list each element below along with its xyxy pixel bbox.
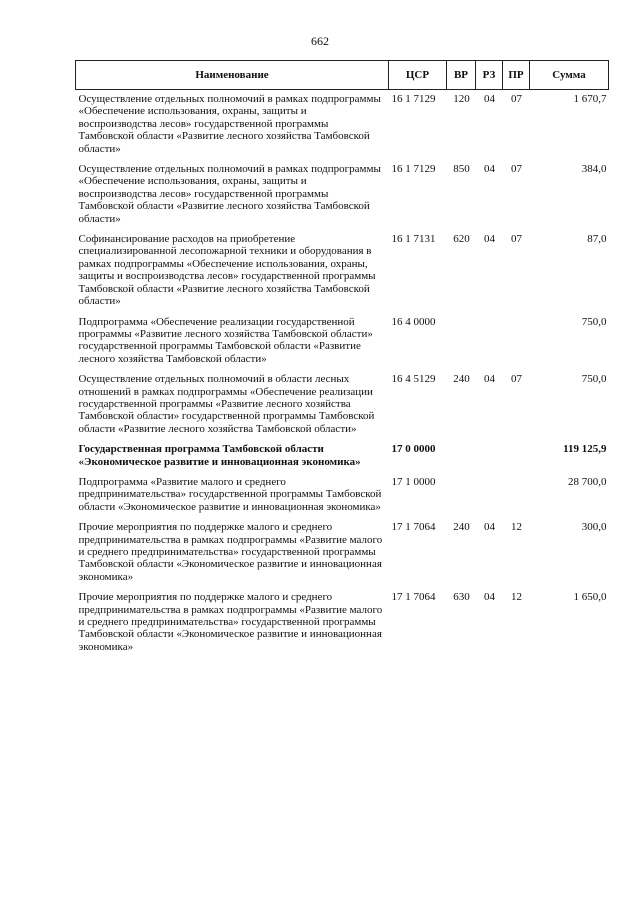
- cell-vr: 630: [453, 591, 470, 604]
- cell-sum: 300,0: [581, 521, 607, 534]
- cell-rz: [476, 473, 503, 518]
- table-row: [76, 90, 609, 161]
- cell-csr: 17 1 7064: [391, 591, 436, 604]
- cell-sum: 119 125,9: [563, 443, 607, 456]
- page-number: 662: [311, 34, 329, 48]
- header-vr: ВР: [447, 61, 476, 90]
- table-row: [76, 473, 609, 518]
- table-row: [76, 588, 609, 658]
- cell-pr: 07: [511, 373, 522, 386]
- cell-rz: 04: [484, 373, 495, 386]
- cell-csr: 16 4 0000: [391, 315, 436, 328]
- cell-csr: 17 1 7064: [391, 521, 436, 534]
- cell-vr: 240: [453, 373, 470, 386]
- cell-vr: [447, 440, 476, 473]
- cell-vr: [447, 313, 476, 371]
- cell-rz: 04: [484, 591, 495, 604]
- cell-csr: 16 1 7129: [391, 163, 436, 176]
- cell-csr: 16 1 7129: [391, 93, 436, 105]
- header-rz: РЗ: [476, 61, 503, 90]
- cell-csr: 17 1 0000: [391, 475, 436, 488]
- cell-name: Государственная программа Тамбовской области «Экономическое развитие и инновационная экономика»: [78, 443, 361, 468]
- cell-pr: 12: [511, 591, 522, 604]
- header-sum: Сумма: [530, 61, 609, 90]
- cell-rz: [476, 440, 503, 473]
- header-name: Наименование: [76, 61, 389, 90]
- cell-name: Осуществление отдельных полномочий в рамках подпрограммы «Обеспечение использования, охраны, защиты и воспроизводства лесов» государственной программы Тамбовской области «Развитие лесного хозяйства Тамбовской области»: [78, 163, 381, 225]
- cell-pr: [503, 313, 530, 371]
- cell-pr: [503, 473, 530, 518]
- header-csr: ЦСР: [389, 61, 447, 90]
- cell-sum: 384,0: [581, 163, 607, 176]
- cell-rz: 04: [484, 163, 495, 176]
- cell-csr: 17 0 0000: [391, 443, 436, 456]
- budget-table: [75, 60, 609, 658]
- cell-vr: 620: [453, 233, 470, 246]
- cell-rz: 04: [484, 233, 495, 246]
- table-row: [76, 518, 609, 588]
- cell-name: Подпрограмма «Развитие малого и среднего предпринимательства» государственной программы Тамбовской области «Экономическое развитие и инновационная экономика»: [78, 475, 382, 513]
- cell-pr: 12: [511, 521, 522, 534]
- cell-sum: 750,0: [581, 373, 607, 386]
- table-row: [76, 230, 609, 312]
- cell-rz: 04: [484, 93, 495, 105]
- cell-csr: 16 4 5129: [391, 373, 436, 386]
- cell-sum: 1 670,7: [573, 93, 607, 105]
- header-pr: ПР: [503, 61, 530, 90]
- cell-rz: 04: [484, 521, 495, 534]
- cell-sum: 750,0: [581, 315, 607, 328]
- cell-pr: 07: [511, 93, 522, 105]
- table-row: [76, 160, 609, 230]
- cell-name: Осуществление отдельных полномочий в области лесных отношений в рамках подпрограммы «Обеспечение реализации государственной программы «Развитие лесного хозяйства Тамбовской области» государственной программы Тамбовской области «Развитие лесного хозяйства Тамбовской области»: [78, 373, 375, 435]
- cell-rz: [476, 313, 503, 371]
- cell-name: Осуществление отдельных полномочий в рамках подпрограммы «Обеспечение использования, охраны, защиты и воспроизводства лесов» государственной программы Тамбовской области «Развитие лесного хозяйства Тамбовской области»: [78, 93, 381, 155]
- cell-vr: [447, 473, 476, 518]
- cell-sum: 1 650,0: [573, 591, 607, 604]
- cell-name: Софинансирование расходов на приобретение специализированной лесопожарной техники и оборудования в рамках подпрограммы «Обеспечение использования, охраны, защиты и воспроизводства лесов» государственной программы Тамбовской области «Развитие лесного хозяйства Тамбовской области»: [78, 233, 376, 308]
- table-row: [76, 370, 609, 440]
- cell-vr: 240: [453, 521, 470, 534]
- cell-name: Прочие мероприятия по поддержке малого и среднего предпринимательства в рамках подпрограммы «Развитие малого и среднего предпринимательства» государственной программы Тамбовской области «Экономическое развитие и инновационная экономика»: [78, 521, 383, 583]
- cell-pr: [503, 440, 530, 473]
- cell-vr: 850: [453, 163, 470, 176]
- cell-sum: 28 700,0: [568, 475, 607, 488]
- table-header-row: [76, 61, 609, 90]
- cell-name: Подпрограмма «Обеспечение реализации государственной программы «Развитие лесного хозяйства Тамбовской области» государственной программы Тамбовской области «Развитие лесного хозяйства Тамбовской области»: [78, 315, 373, 365]
- cell-name: Прочие мероприятия по поддержке малого и среднего предпринимательства в рамках подпрограммы «Развитие малого и среднего предпринимательства» государственной программы Тамбовской области «Экономическое развитие и инновационная экономика»: [78, 591, 383, 653]
- cell-pr: 07: [511, 233, 522, 246]
- cell-pr: 07: [511, 163, 522, 176]
- cell-sum: 87,0: [587, 233, 607, 246]
- table-row-program: [76, 440, 609, 473]
- cell-csr: 16 1 7131: [391, 233, 436, 246]
- table-row: [76, 313, 609, 371]
- cell-vr: 120: [453, 93, 470, 105]
